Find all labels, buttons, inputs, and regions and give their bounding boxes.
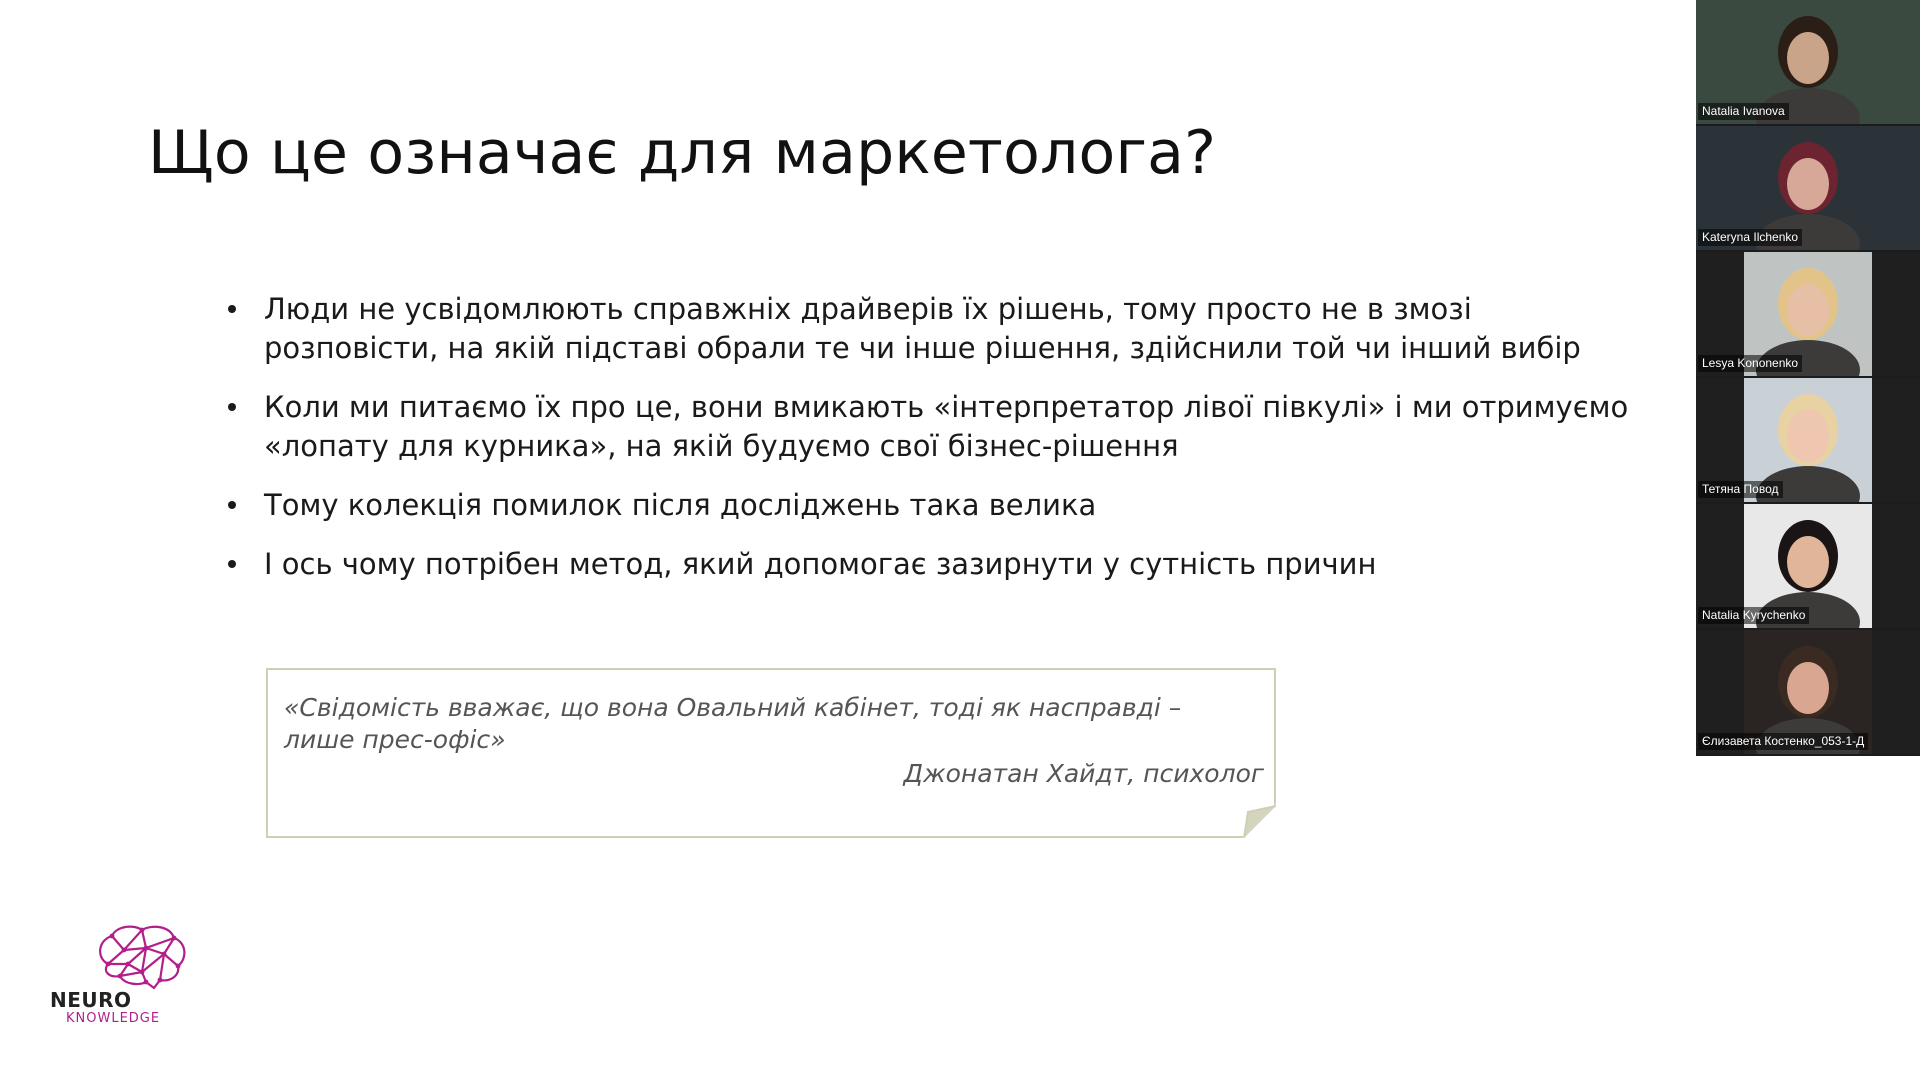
quote-author: Джонатан Хайдт, психолог <box>903 759 1264 788</box>
bullet-dot-icon <box>228 501 236 509</box>
bullet-item <box>218 290 1638 368</box>
participant-name: Natalia Kyrychenko <box>1698 607 1809 624</box>
participant-tile[interactable] <box>1696 378 1920 502</box>
bullet-item <box>218 545 1638 584</box>
bullet-text: Коли ми питаємо їх про це, вони вмикають «інтерпретатор лівої півкулі» і ми отримуємо «лопату для курника», на якій будуємо свої бізнес-рішення <box>264 390 1629 463</box>
page-curl-icon <box>1242 804 1276 838</box>
participant-tile[interactable] <box>1696 504 1920 628</box>
bullet-text: Тому колекція помилок після досліджень така велика <box>264 488 1097 522</box>
participant-name: Natalia Ivanova <box>1698 103 1789 120</box>
participant-name: Тетяна Повод <box>1698 481 1783 498</box>
neuro-knowledge-logo <box>46 924 206 1030</box>
quote-text: «Свідомість вважає, що вона Овальний кабінет, тоді як насправді – лише прес-офіс» <box>284 693 1182 754</box>
bullet-dot-icon <box>228 403 236 411</box>
bullet-list <box>218 290 1638 604</box>
participant-tile[interactable] <box>1696 252 1920 376</box>
brain-logo-icon <box>94 924 188 992</box>
bullet-text: Люди не усвідомлюють справжніх драйверів їх рішень, тому просто не в змозі розповісти, на якій підставі обрали те чи інше рішення, здійснили той чи інший вибір <box>264 292 1581 365</box>
participant-tile[interactable] <box>1696 630 1920 754</box>
participant-name: Lesya Kononenko <box>1698 355 1802 372</box>
slide-title: Що це означає для маркетолога? <box>148 118 1217 188</box>
bullet-item <box>218 388 1638 466</box>
bullet-item <box>218 486 1638 525</box>
logo-word-knowledge: KNOWLEDGE <box>66 1011 161 1026</box>
participant-tile[interactable] <box>1696 0 1920 124</box>
participant-name: Kateryna Ilchenko <box>1698 229 1802 246</box>
bullet-text: І ось чому потрібен метод, який допомогає зазирнути у сутність причин <box>264 547 1377 581</box>
participant-tile[interactable] <box>1696 126 1920 250</box>
quote-card <box>266 668 1276 838</box>
participant-name: Єлизавета Костенко_053-1-Д <box>1698 733 1868 750</box>
bullet-dot-icon <box>228 305 236 313</box>
bullet-dot-icon <box>228 560 236 568</box>
participants-panel <box>1696 0 1920 756</box>
logo-word-neuro: NEURO <box>50 988 132 1012</box>
